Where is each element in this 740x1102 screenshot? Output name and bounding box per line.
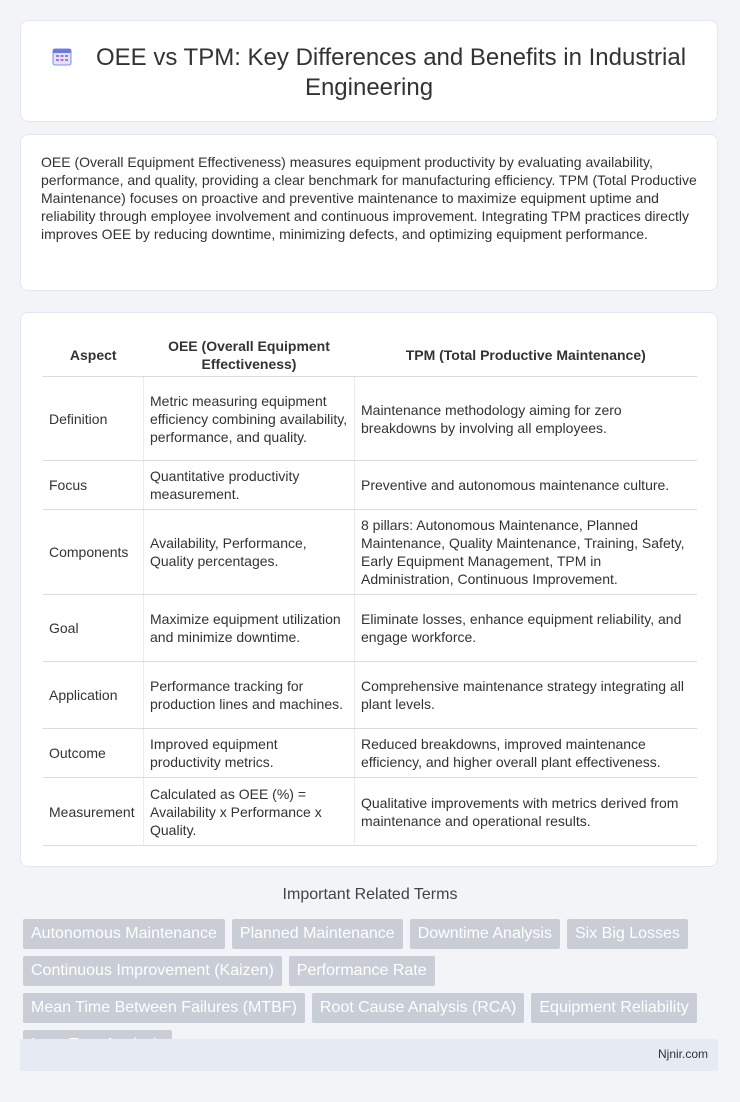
cell-oee: Improved equipment productivity metrics. (144, 729, 355, 778)
calendar-icon (52, 46, 72, 66)
tag-performance-rate[interactable]: Performance Rate (289, 956, 435, 986)
page-title-text: OEE vs TPM: Key Differences and Benefits in Industrial Engineering (95, 44, 687, 101)
table-row (43, 461, 697, 510)
footer (20, 1039, 718, 1071)
cell-tpm: Qualitative improvements with metrics derived from maintenance and operational results. (355, 778, 698, 846)
cell-oee: Performance tracking for production lines and machines. (144, 662, 355, 729)
cell-aspect: Goal (43, 595, 144, 662)
title-card (20, 20, 718, 122)
table-header-row (43, 335, 697, 377)
table-row (43, 778, 697, 846)
cell-aspect: Measurement (43, 778, 144, 846)
cell-tpm: Comprehensive maintenance strategy integrating all plant levels. (355, 662, 698, 729)
comparison-table (43, 335, 697, 846)
cell-tpm: 8 pillars: Autonomous Maintenance, Planned Maintenance, Quality Maintenance, Training, Safety, Early Equipment Management, TPM in Administration, Continuous Improvement. (355, 510, 698, 595)
cell-oee: Maximize equipment utilization and minimize downtime. (144, 595, 355, 662)
table-row (43, 662, 697, 729)
table-row (43, 595, 697, 662)
cell-aspect: Definition (43, 377, 144, 461)
table-row (43, 377, 697, 461)
cell-aspect: Outcome (43, 729, 144, 778)
cell-oee: Calculated as OEE (%) = Availability x Performance x Quality. (144, 778, 355, 846)
table-row (43, 729, 697, 778)
tag-continuous-improvement[interactable]: Continuous Improvement (Kaizen) (23, 956, 282, 986)
cell-aspect: Components (43, 510, 144, 595)
tag-autonomous-maintenance[interactable]: Autonomous Maintenance (23, 919, 225, 949)
cell-tpm: Maintenance methodology aiming for zero breakdowns by involving all employees. (355, 377, 698, 461)
cell-oee: Metric measuring equipment efficiency combining availability, performance, and quality. (144, 377, 355, 461)
tag-six-big-losses[interactable]: Six Big Losses (567, 919, 688, 949)
footer-site-link[interactable]: Njnir.com (657, 1047, 708, 1061)
cell-aspect: Application (43, 662, 144, 729)
cell-tpm: Preventive and autonomous maintenance culture. (355, 461, 698, 510)
cell-aspect: Focus (43, 461, 144, 510)
tag-downtime-analysis[interactable]: Downtime Analysis (410, 919, 560, 949)
tag-equipment-reliability[interactable]: Equipment Reliability (531, 993, 696, 1023)
cell-tpm: Eliminate losses, enhance equipment reliability, and engage workforce. (355, 595, 698, 662)
cell-oee: Quantitative productivity measurement. (144, 461, 355, 510)
intro-paragraph: OEE (Overall Equipment Effectiveness) measures equipment productivity by evaluating availability, performance, and quality, providing a clear benchmark for manufacturing efficiency. TPM (Total Productive Maintenance) focuses on proactive and preventive maintenance to maximize equipment uptime and reliability through employee involvement and continuous improvement. Integrating TPM practices directly improves OEE by reducing downtime, minimizing defects, and optimizing equipment performance. (41, 154, 697, 242)
header-tpm: TPM (Total Productive Maintenance) (355, 335, 698, 377)
cell-oee: Availability, Performance, Quality percentages. (144, 510, 355, 595)
tag-planned-maintenance[interactable]: Planned Maintenance (232, 919, 403, 949)
header-aspect: Aspect (43, 335, 144, 377)
comparison-card (20, 312, 718, 867)
intro-card (20, 134, 718, 291)
table-row (43, 510, 697, 595)
tag-root-cause-analysis[interactable]: Root Cause Analysis (RCA) (312, 993, 525, 1023)
tag-mtbf[interactable]: Mean Time Between Failures (MTBF) (23, 993, 305, 1023)
header-oee: OEE (Overall Equipment Effectiveness) (144, 335, 355, 377)
related-terms-title: Important Related Terms (282, 886, 458, 903)
page-title (21, 43, 717, 103)
cell-tpm: Reduced breakdowns, improved maintenance efficiency, and higher overall plant effectiveness. (355, 729, 698, 778)
